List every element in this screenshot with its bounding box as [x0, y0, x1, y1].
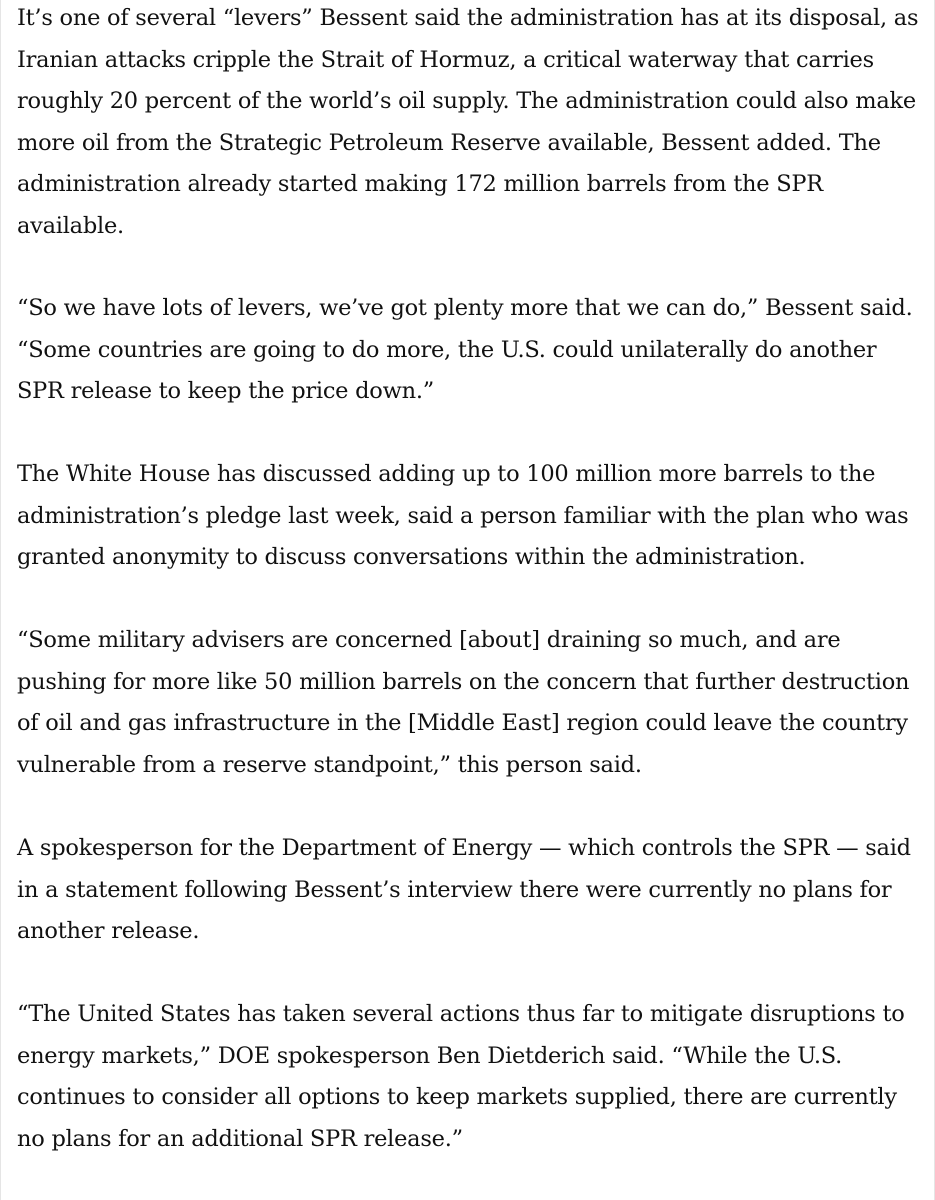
article-paragraph-3: The White House has discussed adding up to 100 million more barrels to the administration’s pledge last week, said a person familiar with the plan who was granted anonymity to discuss conversations within the administration. — [17, 461, 909, 570]
article-paragraph-6: “The United States has taken several actions thus far to mitigate disruptions to energy markets,” DOE spokesperson Ben Dietderich said. “While the U.S. continues to consider all options to keep markets supplied, there are currently no plans for an additional SPR release.” — [17, 1001, 905, 1152]
article-paragraph-5: A spokesperson for the Department of Energy — which controls the SPR — said in a statement following Bessent’s interview there were currently no plans for another release. — [17, 835, 911, 944]
article-paragraph-4: “Some military advisers are concerned [about] draining so much, and are pushing for more like 50 million barrels on the concern that further destruction of oil and gas infrastructure in the [Middle East] region could leave the country vulnerable from a reserve standpoint,” this person said. — [17, 627, 910, 778]
article-paragraph-2: “So we have lots of levers, we’ve got plenty more that we can do,” Bessent said. “Some countries are going to do more, the U.S. could unilaterally do another SPR release to keep the price down.” — [17, 295, 913, 404]
article-paragraph-1: It’s one of several “levers” Bessent said the administration has at its disposal, as Iranian attacks cripple the Strait of Hormuz, a critical waterway that carries roughly 20 percent of the world’s oil supply. The administration could also make more oil from the Strategic Petroleum Reserve available, Bessent added. The administration already started making 172 million barrels from the SPR available. — [17, 5, 919, 239]
